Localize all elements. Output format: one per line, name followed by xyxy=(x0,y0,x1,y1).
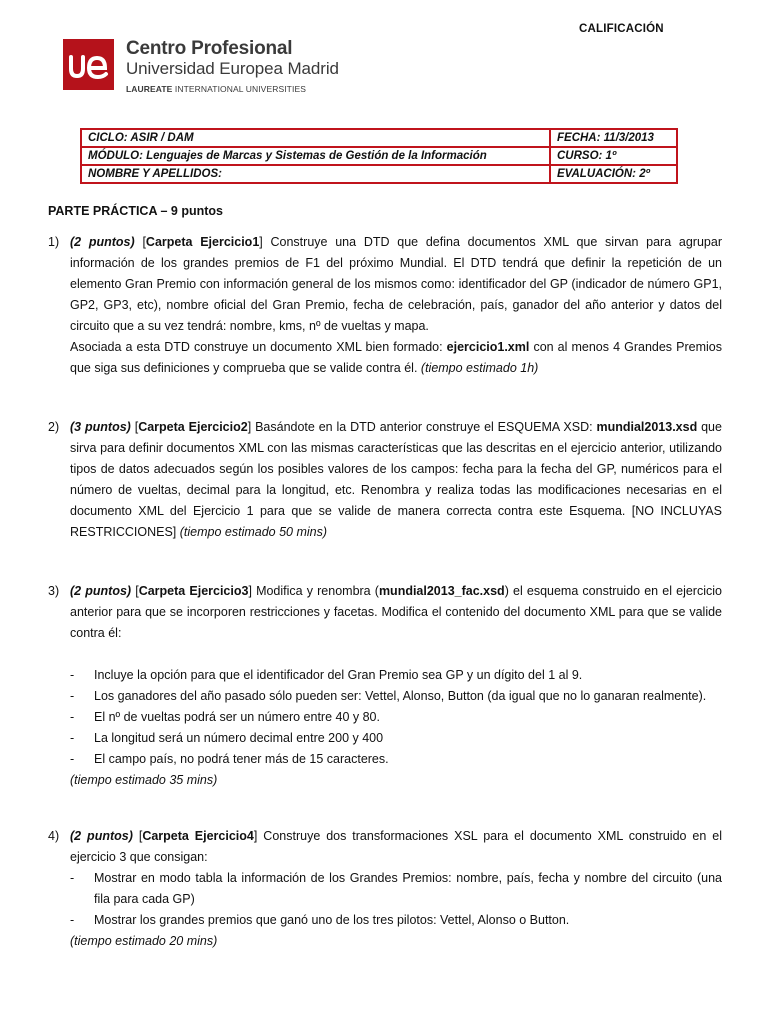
evaluacion-cell: EVALUACIÓN: 2º xyxy=(550,165,677,183)
network-name: LAUREATE INTERNATIONAL UNIVERSITIES xyxy=(126,84,306,94)
restrictions-list xyxy=(48,665,722,770)
exercise-text: (2 puntos) [Carpeta Ejercicio1] Construye una DTD que defina documentos XML que sirvan para agrupar información de los grandes premios de F1 del próximo Mundial. El DTD tendrá que definir la repetición de un elemento Gran Premio con información general de los mismos como: identificador del GP (indicador de número GP1, GP2, GP3, etc), nombre oficial del Gran Premio, fecha de celebración, país, ganador del año anterior y datos del circuito que a su vez tendrá: nombre, kms, nº de vueltas y mapa. xyxy=(70,235,722,333)
calificacion-label: CALIFICACIÓN xyxy=(579,23,664,35)
exercise-text: (2 puntos) [Carpeta Ejercicio3] Modifica y renombra (mundial2013_fac.xsd) el esquema construido en el ejercicio anterior para que se incorporen restricciones y facetas. Modifica el contenido del documento XML para que se valide contra él: xyxy=(70,584,722,640)
exercise-3 xyxy=(48,581,722,791)
list-item: - Incluye la opción para que el identificador del Gran Premio sea GP y un dígito del 1 al 9. xyxy=(70,668,583,682)
ue-logo-icon xyxy=(63,39,114,90)
university-name: Universidad Europea Madrid xyxy=(126,59,339,78)
ciclo-cell: CICLO: ASIR / DAM xyxy=(81,129,550,147)
exercise-number: 1) xyxy=(48,235,60,249)
curso-cell: CURSO: 1º xyxy=(550,147,677,165)
list-item: - Mostrar los grandes premios que ganó uno de los tres pilotos: Vettel, Alonso o Button. xyxy=(70,913,570,927)
nombre-cell: NOMBRE Y APELLIDOS: xyxy=(81,165,550,183)
list-item: - Los ganadores del año pasado sólo pueden ser: Vettel, Alonso, Button (da igual que no lo ganaran realmente). xyxy=(70,689,707,703)
exercise-text: Asociada a esta DTD construye un documento XML bien formado: ejercicio1.xml con al menos 4 Grandes Premios que siga sus definiciones y comprueba que se valide contra él. (tiempo estimado 1h) xyxy=(70,340,722,375)
exercise-text: (2 puntos) [Carpeta Ejercicio4] Construye dos transformaciones XSL para el documento XML construido en el ejercicio 3 que consigan: xyxy=(70,829,722,864)
fecha-cell: FECHA: 11/3/2013 xyxy=(550,129,677,147)
time-estimate: (tiempo estimado 20 mins) xyxy=(70,934,218,948)
institution-name: Centro Profesional xyxy=(126,38,293,59)
exercise-number: 2) xyxy=(48,420,60,434)
list-item: - El nº de vueltas podrá ser un número entre 40 y 80. xyxy=(70,710,380,724)
list-item: - El campo país, no podrá tener más de 15 caracteres. xyxy=(70,752,389,766)
exercise-2 xyxy=(48,417,722,543)
info-table xyxy=(80,128,678,184)
exercise-4 xyxy=(48,826,722,952)
time-estimate: (tiempo estimado 35 mins) xyxy=(70,773,218,787)
exercise-number: 4) xyxy=(48,829,60,843)
table-row xyxy=(81,129,677,147)
exercise-1 xyxy=(48,232,722,379)
table-row xyxy=(81,147,677,165)
modulo-cell: MÓDULO: Lenguajes de Marcas y Sistemas de Gestión de la Información xyxy=(81,147,550,165)
transformations-list xyxy=(48,868,722,931)
section-title: PARTE PRÁCTICA – 9 puntos xyxy=(48,204,224,218)
exercise-text: (3 puntos) [Carpeta Ejercicio2] Basándote en la DTD anterior construye el ESQUEMA XSD: mundial2013.xsd que sirva para definir documentos XML con las mismas características que las descritas en el ejercicio anterior, utilizando tipos de datos adecuados según los posibles valores de los campos: fecha para la fecha del GP, numéricos para el número de vueltas, decimal para la longitud, etc. Renombra y realiza todas las modificaciones necesarias en el documento XML del Ejercicio 1 para que se valide de manera correcta contra este Esquema. [NO INCLUYAS RESTRICCIONES] (tiempo estimado 50 mins) xyxy=(70,420,722,539)
list-item: - Mostrar en modo tabla la información de los Grandes Premios: nombre, país, fecha y nombre del circuito (una fila para cada GP) xyxy=(70,871,722,906)
exercise-number: 3) xyxy=(48,584,60,598)
institution-block xyxy=(126,39,339,94)
list-item: - La longitud será un número decimal entre 200 y 400 xyxy=(70,731,384,745)
table-row xyxy=(81,165,677,183)
